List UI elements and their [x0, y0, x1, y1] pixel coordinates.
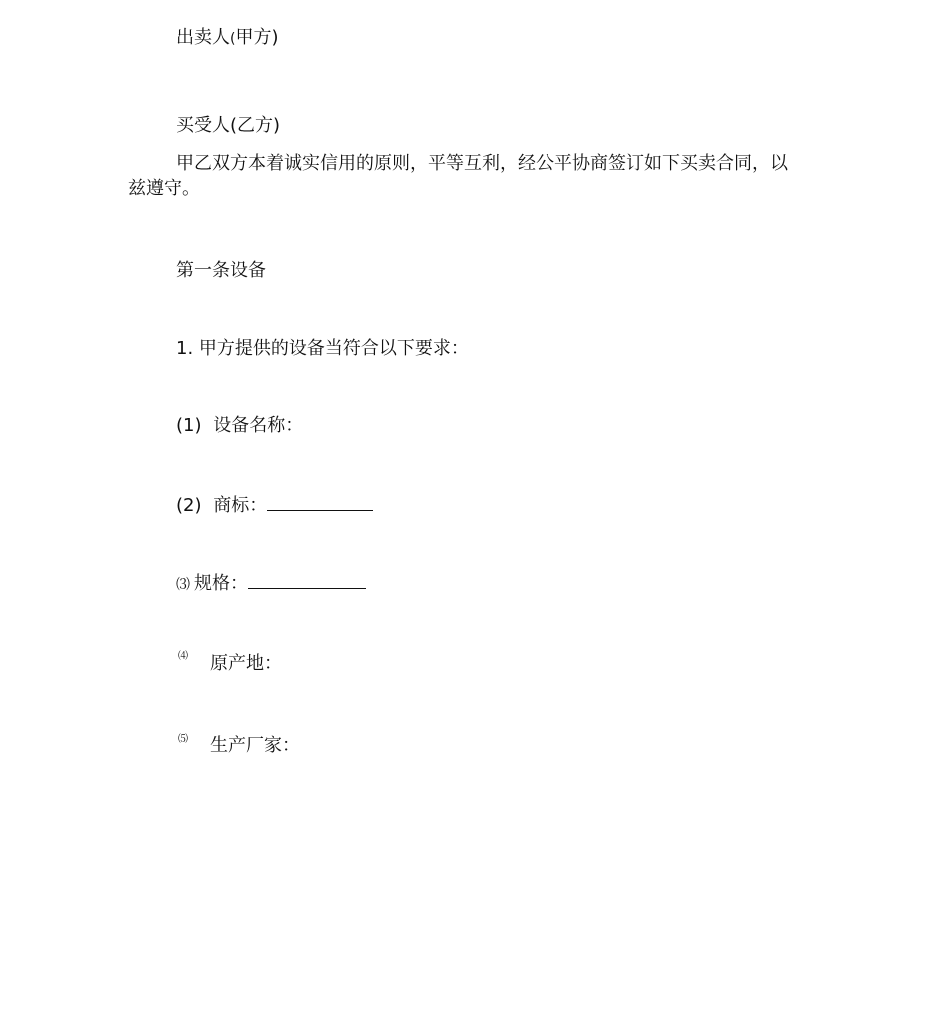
- seller-label: 出卖人: [176, 27, 230, 48]
- buyer-line: [176, 114, 280, 138]
- item-specification: [176, 572, 366, 597]
- item-origin: 原产地：: [210, 653, 282, 674]
- item-manufacturer: 生产厂家：: [210, 735, 300, 756]
- seller-line: [176, 26, 279, 51]
- item-equipment-name: [176, 414, 303, 438]
- preamble-paragraph: 甲乙双方本着诚实信用的原则，平等互利，经公平协商签订如下买卖合同，以兹遵守。: [128, 153, 788, 199]
- item-label: 规格：: [194, 573, 248, 594]
- seller-role: 甲方: [235, 27, 272, 48]
- buyer-label: 买受人: [176, 115, 230, 136]
- article-heading: 第一条设备: [176, 260, 266, 281]
- item-number: ⑶: [176, 577, 190, 593]
- item-number: ⑸: [178, 734, 188, 745]
- seller-paren-open: (: [230, 31, 236, 47]
- clause-1: 1. 甲方提供的设备当符合以下要求：: [176, 338, 469, 359]
- item-number: ⑷: [178, 651, 188, 662]
- item-label: 商标：: [213, 495, 268, 516]
- item-number: (2): [176, 495, 202, 516]
- item-number: (1): [176, 415, 202, 436]
- seller-paren-close: ): [271, 27, 279, 48]
- buyer-role: (乙方): [230, 115, 281, 136]
- item-label: 设备名称：: [213, 415, 304, 436]
- specification-blank-line: [248, 574, 366, 589]
- item-trademark: [176, 494, 373, 518]
- trademark-blank-line: [267, 496, 373, 511]
